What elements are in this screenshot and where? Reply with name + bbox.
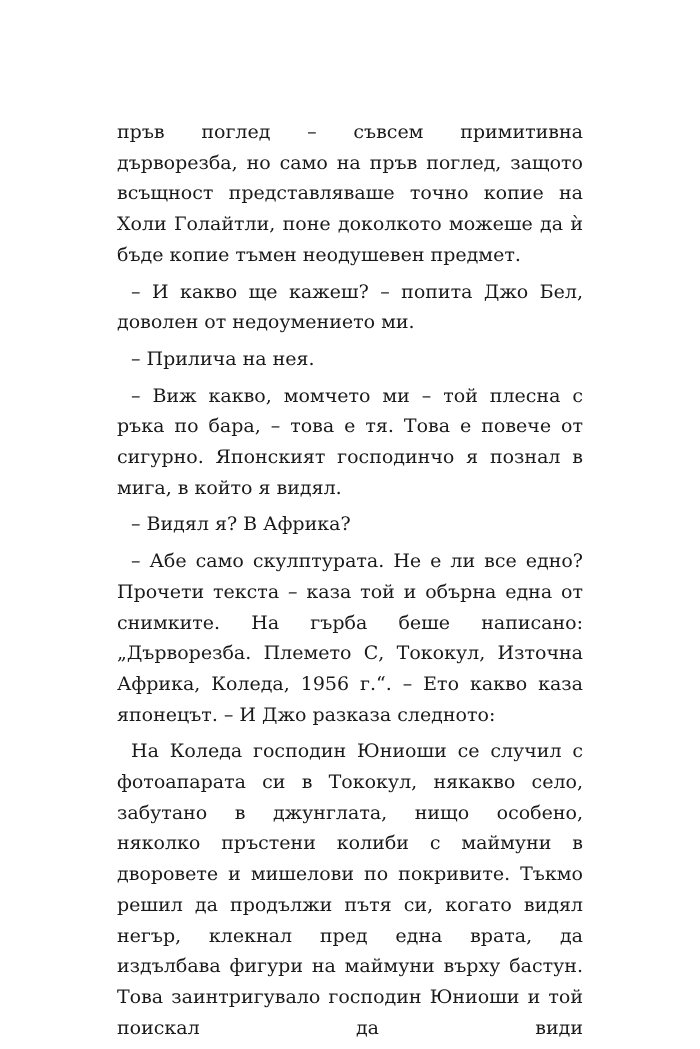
body-text xyxy=(117,117,583,1049)
narrative-paragraph: На Коледа господин Юниоши се случил с фотоапарата си в Тококул, някакво село, забутано в джунглата, нищо особено, няколко пръстени колиби с маймуни в дворовете и мишелови по покривите. Тъкмо решил да продължи пътя си, когато видял негър, клекнал пред една врата, да издълбава фигури на маймуни върху бастун. Това заинтригувало господин Юниоши и той поискал да види xyxy=(117,740,583,1039)
dialogue-paragraph: – Видял я? В Африка? xyxy=(131,513,351,536)
dialogue-paragraph: – И какво ще кажеш? – попита Джо Бел, доволен от недоумението ми. xyxy=(117,280,583,334)
dialogue-paragraph: – Прилича на нея. xyxy=(131,347,315,370)
dialogue-paragraph: – Виж какво, момчето ми – той плесна с ръка по бара, – това е тя. Това е повече от сигурно. Японският господинчо я познал в мига, в който я видял. xyxy=(117,384,583,499)
dialogue-paragraph: – Абе само скулптурата. Не е ли все едно? Прочети текста – каза той и обърна една от снимките. На гърба беше написано: „Дърворезба. Племето С, Тококул, Източна Африка, Коледа, 1956 г.“. – Ето какво каза японецът. – И Джо разказа следното: xyxy=(117,550,583,726)
paragraph-continuation: пръв поглед – съвсем примитивна дърворезба, но само на пръв поглед, защото всъщност представляваше точно копие на Холи Голайтли, поне доколкото можеше да ѝ бъде копие тъмен неодушевен предмет. xyxy=(117,121,583,266)
